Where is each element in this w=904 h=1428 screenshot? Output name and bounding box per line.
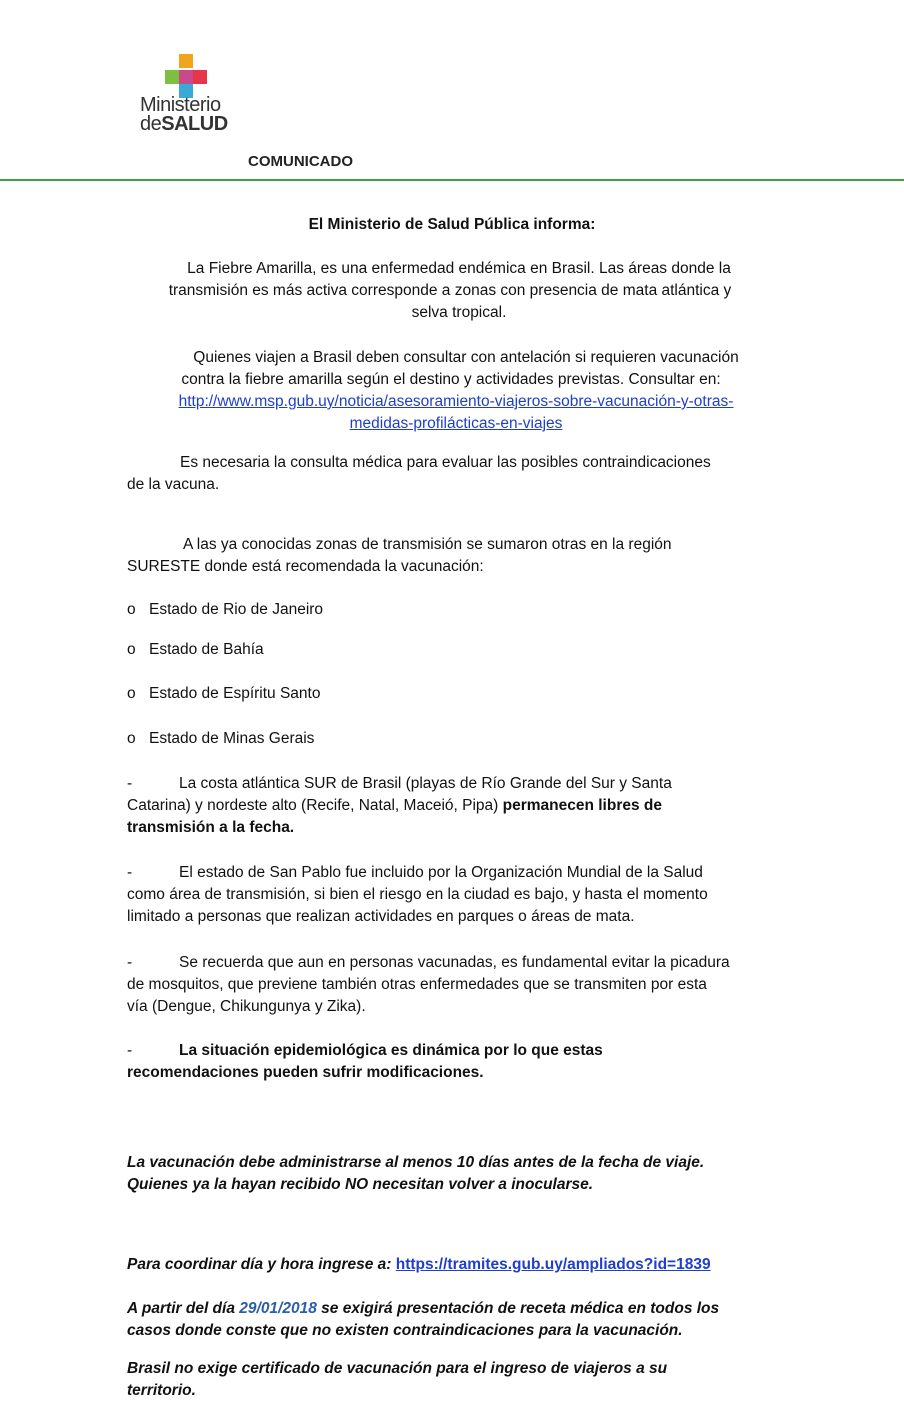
intro-paragraph-4: A las ya conocidas zonas de transmisión se sumaron otras en la región SURESTE donde está recomendada la vacunación: — [127, 536, 672, 575]
vacunacion-note: La vacunación debe administrarse al menos 10 días antes de la fecha de viaje. Quienes ya la hayan recibido NO necesitan volver a inocularse. — [127, 1154, 705, 1193]
certificado-note: Brasil no exige certificado de vacunación para el ingreso de viajeros a su territorio. — [127, 1360, 668, 1399]
page-title: El Ministerio de Salud Pública informa: — [308, 216, 596, 233]
logo-line-2: deSALUD — [140, 113, 228, 135]
list-item: o Estado de Espíritu Santo — [127, 685, 321, 702]
asesoramiento-link-line-1[interactable]: http://www.msp.gub.uy/noticia/asesoramiento-viajeros-sobre-vacunación-y-otras- — [178, 393, 734, 410]
intro-paragraph-1: La Fiebre Amarilla, es una enfermedad endémica en Brasil. Las áreas donde la transmisión es más activa corresponde a zonas con presencia de mata atlántica y selva tropical. — [168, 260, 732, 321]
receta-note: A partir del día 29/01/2018 se exigirá presentación de receta médica en todos los casos donde conste que no existen contraindicaciones para la vacunación. — [127, 1300, 720, 1339]
dash-item-situacion: - La situación epidemiológica es dinámica por lo que estas recomendaciones pueden sufrir modificaciones. — [127, 1042, 603, 1081]
intro-paragraph-2: Quienes viajen a Brasil deben consultar con antelación si requieren vacunación contra la fiebre amarilla según el destino y actividades previstas. Consultar en: http://www.msp.gub.uy/noticia/asesoramiento-viajeros-sobre-vacunación-y-otras- medidas-profilácticas-en-viajes — [178, 349, 739, 432]
intro-paragraph-3: Es necesaria la consulta médica para evaluar las posibles contraindicaciones de la vacuna. — [127, 454, 711, 493]
dash-item-san-pablo: - El estado de San Pablo fue incluido por la Organización Mundial de la Salud como área de transmisión, si bien el riesgo en la ciudad es bajo, y hasta el momento limitado a personas que realizan actividades en parques o áreas de mata. — [127, 864, 708, 925]
dash-item-costa: - La costa atlántica SUR de Brasil (playas de Río Grande del Sur y Santa Catarina) y nordeste alto (Recife, Natal, Maceió, Pipa) permanecen libres de transmisión a la fecha. — [127, 775, 672, 836]
list-item: o Estado de Rio de Janeiro — [127, 601, 324, 618]
header-divider — [0, 179, 904, 181]
list-item: o Estado de Bahía — [127, 641, 264, 658]
fecha-receta: 29/01/2018 — [239, 1300, 317, 1317]
ministerio-logo — [140, 96, 228, 134]
comunicado-heading: COMUNICADO — [248, 153, 353, 170]
asesoramiento-link-line-2[interactable]: medidas-profilácticas-en-viajes — [349, 415, 563, 432]
logo-line-1: Ministerio — [140, 94, 221, 116]
tramites-link[interactable]: https://tramites.gub.uy/ampliados?id=1839 — [395, 1256, 711, 1273]
coordinar-note: Para coordinar día y hora ingrese a: https://tramites.gub.uy/ampliados?id=1839 — [127, 1256, 711, 1273]
dash-item-mosquitos: - Se recuerda que aun en personas vacunadas, es fundamental evitar la picadura de mosquitos, que previene también otras enfermedades que se transmiten por esta vía (Dengue, Chikungunya y Zika). — [127, 954, 730, 1015]
list-item: o Estado de Minas Gerais — [127, 730, 315, 747]
